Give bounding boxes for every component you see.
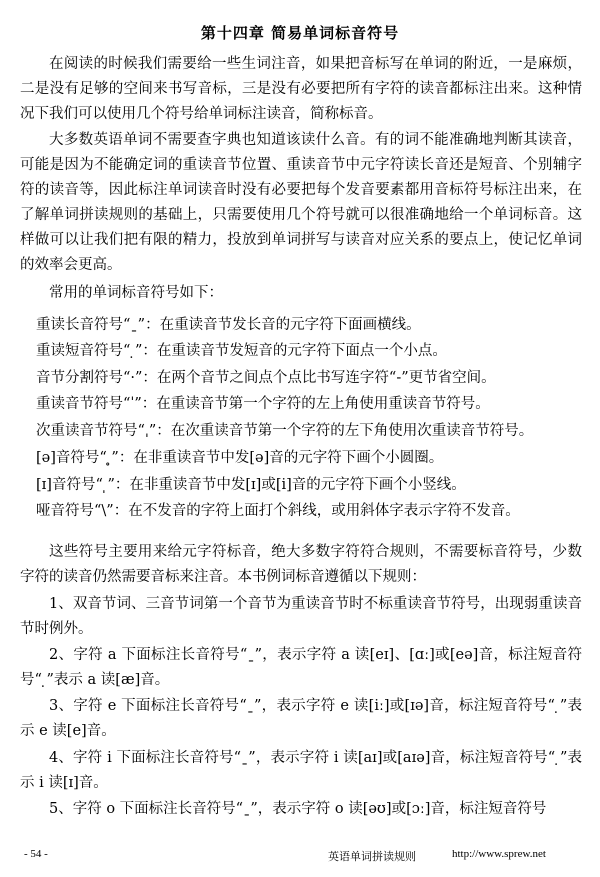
symbol-primary-stress: 重读音节符号“ˈ”：在重读音节第一个字符的左上角使用重读音节符号。 <box>36 396 490 412</box>
rule-2: 2、字符 a 下面标注长音符号“ˍ”，表示字符 a 读[eɪ]、[ɑː]或[eə]音，标注短音符号“ ̣”表示 a 读[æ]音。 <box>20 647 582 688</box>
rules-intro: 这些符号主要用来给元字符标音，绝大多数字符符合规则，不需要标音符号，少数字符的读音仍然需要音标来注音。本书例词标音遵循以下规则： <box>20 544 582 585</box>
chapter-title: 第十四章 简易单词标音符号 <box>200 24 400 42</box>
symbol-short-vowel: 重读短音符号“ ̣”：在重读音节发短音的元字符下面点一个小点。 <box>36 343 447 359</box>
page-number: - 54 - <box>24 848 48 860</box>
symbol-long-vowel: 重读长音符号“ˍ”：在重读音节发长音的元字符下面画横线。 <box>36 317 421 333</box>
rule-3: 3、字符 e 下面标注长音符号“ˍ”，表示字符 e 读[iː]或[ɪə]音，标注短音符号“ ̣”表示 e 读[e]音。 <box>20 698 582 739</box>
intro-paragraph-1: 在阅读的时候我们需要给一些生词注音，如果把音标写在单词的附近，一是麻烦，二是没有足够的空间来书写音标，三是没有必要把所有字符的读音都标注出来。这种情况下我们可以使用几个符号给单词标注读音，简称标音。 <box>20 56 582 122</box>
symbol-short-i: [ɪ]音符号“ ̩”：在非重读音节中发[ɪ]或[i]音的元字符下画个小竖线。 <box>36 477 466 493</box>
symbol-silent: 哑音符号“\”：在不发音的字符上面打个斜线，或用斜体字表示字符不发音。 <box>36 503 520 519</box>
rule-5: 5、字符 o 下面标注长音符号“ˍ”，表示字符 o 读[əʊ]或[ɔː]音，标注短音符号 <box>49 801 547 817</box>
symbol-syllable-divider: 音节分割符号“·”：在两个音节之间点个点比书写连字符“-”更节省空间。 <box>36 370 496 386</box>
footer-url: http://www.sprew.net <box>452 848 546 860</box>
symbol-schwa: [ə]音符号“ ̥”：在非重读音节中发[ə]音的元字符下画个小圆圈。 <box>36 450 444 466</box>
footer-book-title: 英语单词拼读规则 <box>328 851 416 863</box>
symbol-secondary-stress: 次重读音节符号“ˌ”：在次重读音节第一个字符的左下角使用次重读音节符号。 <box>36 423 534 439</box>
rule-4: 4、字符 i 下面标注长音符号“ˍ”，表示字符 i 读[aɪ]或[aɪə]音，标注短音符号“ ̣”表示 i 读[ɪ]音。 <box>20 750 582 791</box>
rule-1: 1、双音节词、三音节词第一个音节为重读音节时不标重读音节符号，出现弱重读音节时例外。 <box>20 596 582 637</box>
intro-paragraph-2: 大多数英语单词不需要查字典也知道该读什么音。有的词不能准确地判断其读音，可能是因为不能确定词的重读音节位置、重读音节中元字符读长音还是短音、个别辅字符的读音等，因此标注单词读音时没有必要把每个发音要素都用音标符号标注出来，在了解单词拼读规则的基础上，只需要使用几个符号就可以很准确地给一个单词标音。这样做可以让我们把有限的精力，投放到单词拼写与读音对应关系的要点上，使记忆单词的效率会更高。 <box>20 132 582 273</box>
intro-paragraph-3: 常用的单词标音符号如下： <box>49 285 223 301</box>
